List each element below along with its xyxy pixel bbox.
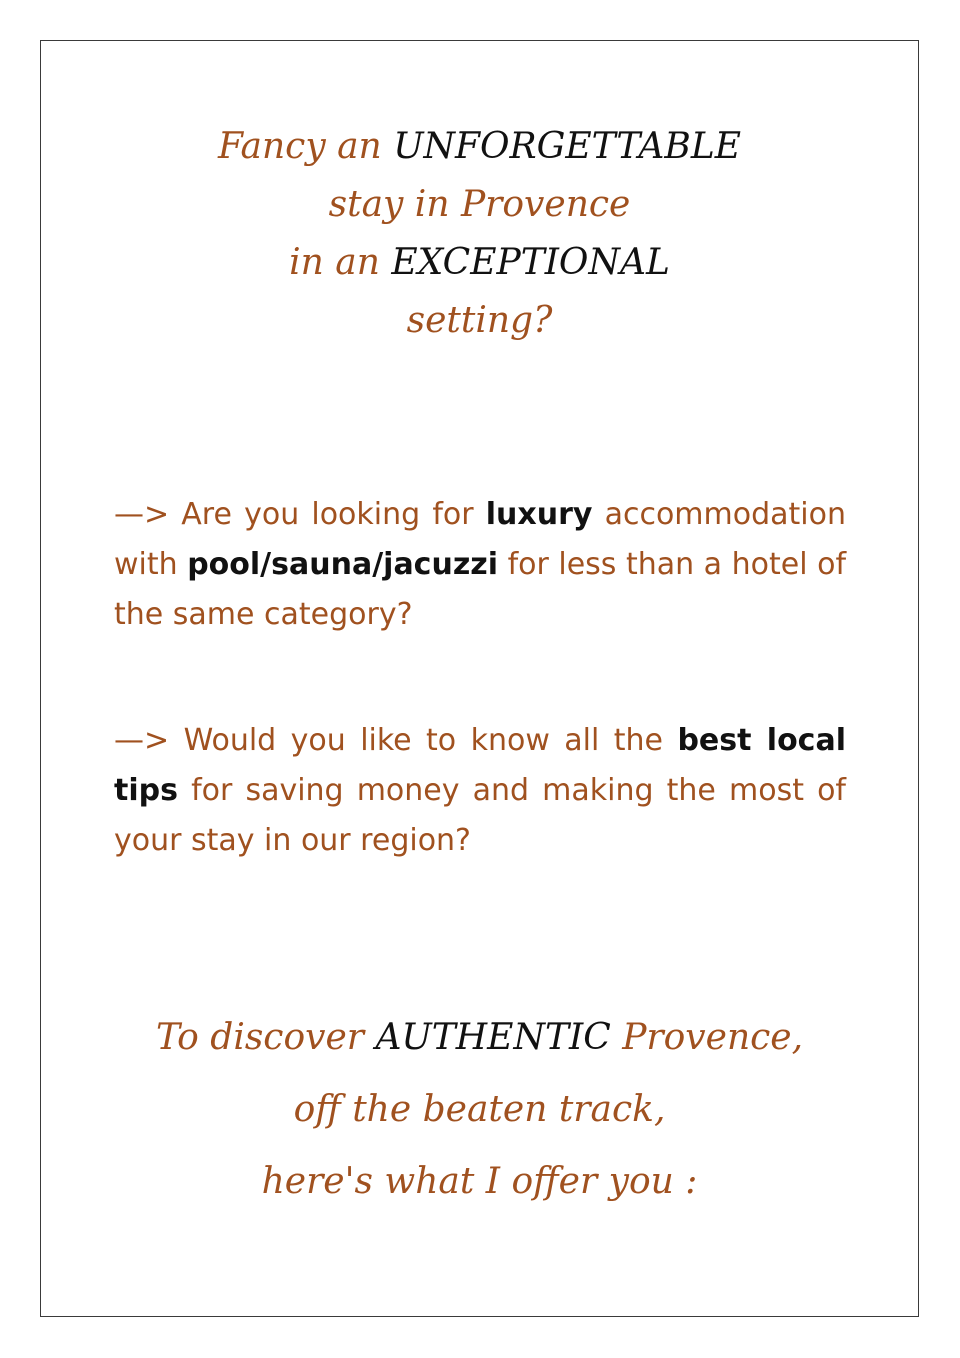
headline-line-1 (40, 118, 919, 176)
paragraph-text: for less than a hotel of the same category? (114, 547, 846, 632)
paragraph-emphasis: luxury (485, 497, 593, 532)
paragraph-text: Are you looking for (169, 497, 486, 532)
paragraph-text: Would you like to know all the (169, 723, 678, 758)
headline-emphasis: UNFORGETTABLE (393, 126, 742, 167)
headline-line-2: stay in Provence (328, 184, 631, 225)
arrow-icon: —> (114, 497, 170, 532)
paragraph-emphasis: pool/sauna/jacuzzi (187, 547, 499, 582)
closing-statement (40, 1002, 919, 1218)
closing-emphasis: AUTHENTIC (375, 1017, 611, 1058)
closing-text: To discover (155, 1017, 376, 1058)
closing-line-3: here's what I offer you : (261, 1161, 698, 1202)
arrow-icon: —> (114, 723, 170, 758)
headline-line-3 (40, 234, 919, 292)
headline (40, 118, 919, 350)
closing-line-1 (40, 1002, 919, 1074)
headline-emphasis: EXCEPTIONAL (391, 242, 670, 283)
paragraph-text: for saving money and making the most of your stay in our region? (114, 773, 846, 858)
paragraph-luxury (114, 490, 846, 640)
paragraph-tips (114, 716, 846, 866)
paragraph-emphasis: best local tips (114, 723, 846, 808)
paragraph-text: accommodation with (114, 497, 846, 582)
closing-line-2: off the beaten track, (293, 1089, 666, 1130)
headline-text: in an (289, 242, 392, 283)
headline-text: Fancy an (217, 126, 394, 167)
headline-line-4: setting? (406, 300, 553, 341)
closing-text: Provence, (610, 1017, 804, 1058)
